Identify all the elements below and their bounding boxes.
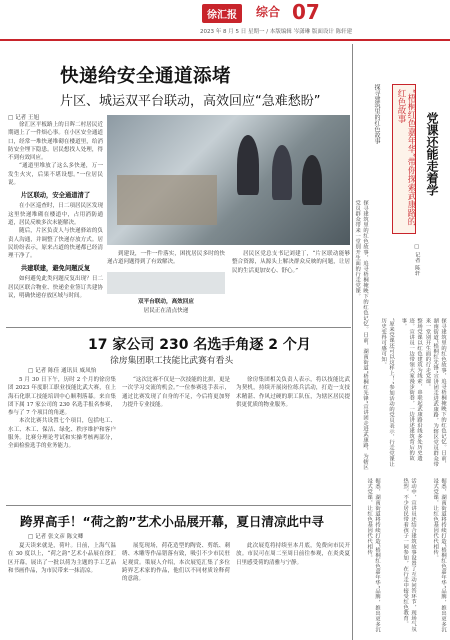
sidebar-column: 据悉，湖南街道将持续打造“梧桐红色嘉年华”品牌，推出更多沉浸式党课，让红色基因代代相传。 — [366, 478, 380, 633]
third-headline: 跨界高手！“荷之韵”艺术小品展开幕，夏日清凉此中寻 — [20, 514, 324, 529]
lead-para: “通道里堆放了这么多快递，万一发生火灾，后果不堪设想。”一位居民说。 — [8, 163, 103, 187]
section-divider — [6, 327, 351, 328]
second-para: “这次比赛不仅是一次技能的比拼，更是一次学习交流的机会。”一位参赛选手表示，通过比赛发现了自身的不足，今后将更加努力提升专业技能。 — [122, 377, 230, 408]
sidebar-column: 探寻建筑里的红色故事，追寻梧桐掩映下的红色记忆。日前，湖南街道“梧桐红先锋”宣讲团走进武康路，为辖区党员群众带来一堂别开生面的行走党课。 — [424, 318, 446, 467]
lead-photo — [107, 115, 350, 245]
sidebar-column: 据悉，湖南街道将持续打造“梧桐红色嘉年华”品牌，推出更多沉浸式党课，让红色基因代代相传。 — [432, 478, 446, 633]
second-byline: □ 记者 陈佳 通讯员 威凤怡 — [28, 368, 97, 374]
lead-para: 到建设，一件一件落实，困扰居民多时的快递占道问题得到了有效解决。 — [107, 251, 225, 266]
sidebar-column: “原来党课还可以这样上！”参加活动的党员表示，行走党课让历史变得可感可知。 — [380, 318, 394, 467]
second-col-3 — [236, 376, 350, 409]
lead-para: 居民区党总支书记刘建丁，“片区联动能够整合资源，从源头上解决群众反映的问题，让居民的生活更加安心、舒心。” — [232, 251, 350, 274]
lead-subhead: 片区联动，安全通道清了 — [20, 192, 91, 200]
second-headline: 17 家公司 230 名选手角逐 2 个月 — [88, 337, 311, 353]
masthead — [0, 0, 450, 42]
sidebar-column: 活动中，宣讲员还结合建筑故事设置了互动问答环节，现场气氛热烈。不少居民带着孩子一同参加，在行走中接受红色教育。 — [402, 478, 416, 632]
sidebar-box-text: “梧桐红色嘉年华”带你探索武康路的红色故事 — [396, 89, 416, 226]
sidebar-column: 整场党课以红色建筑为线索，串联起武康路沿线多处历史遗迹。宣讲员一边带领大家漫步街巷，一边讲述建筑背后的故事。 — [400, 318, 422, 461]
third-col-3 — [236, 542, 350, 640]
lead-photo-2 — [107, 272, 225, 294]
second-para: 徐房集团相关负责人表示，将以技能比武为契机，持续开展岗位练兵活动，打造一支技术精湛、作风过硬的职工队伍，为辖区居民提供更优质的物业服务。 — [236, 377, 350, 408]
second-para: 5 月 30 日下午，历时 2 个月的徐房集团 2023 年度职工职业技能比武大赛，在上海石化职工技能培训中心顺利落幕。来自集团下属 17 家公司的 230 名选手报名参赛，参与了 7 个项目的角逐。 — [8, 377, 116, 417]
sidebar-divider — [352, 44, 353, 640]
second-para: 本次比赛共设置七个项目，包括电工、水工、木工、保洁、绿化、秩序维护和客户服务。比赛分理论考试和实操考核两部分，全面检验选手的业务能力。 — [8, 418, 116, 450]
lead-col-1 — [8, 113, 103, 300]
page-number: 07 — [292, 0, 320, 24]
lead-col-3 — [232, 250, 350, 275]
lead-para: 如何避免此类问题反复出现？日二居民区联合物业、快递企业签订共建协议，明确快递存放区域与时间。 — [8, 276, 103, 300]
masthead-rule — [0, 39, 450, 41]
lead-headline: 快递给安全通道添堵 — [60, 66, 232, 87]
second-col-2 — [122, 376, 230, 409]
second-col-1 — [8, 376, 116, 451]
paper-name: 徐汇报 — [202, 4, 242, 23]
lead-subtitle: 片区、城运双平台联动，高效回应“急难愁盼” — [60, 94, 321, 109]
photo-subcaption: 居民正在清点快递 — [143, 308, 189, 314]
masthead-meta: 2023 年 8 月 5 日 星期一 / 本版编辑 岑潇琳 版面设计 陈轩建 — [200, 29, 353, 35]
second-subtitle: 徐房集团职工技能比武赛有看头 — [110, 356, 234, 366]
lead-subhead: 共建联建，避免问题反复 — [20, 265, 91, 273]
sidebar-header: 探寻建筑里的红色故事 — [373, 84, 380, 144]
sidebar-title: 党课还能走着学 — [425, 112, 439, 196]
lead-col-2 — [107, 250, 225, 267]
third-para: 展览现场，荷花造型的陶瓷、剪纸、刺绣、木雕等作品错落有致，吸引不少市民驻足观赏。策展人介绍，本次展览汇集了多位跨界艺术家的作品，他们以不同材质诠释荷的意韵。 — [122, 543, 230, 583]
section-name: 综合 — [256, 5, 281, 19]
lead-para: 随后，片区负责人与快递驿站的负责人沟通，并调整了快递存放方式。居民纷纷表示，原来占道的快递都已经清理干净了。 — [8, 228, 103, 260]
third-para: 夏天读来就是，荷叶。日前，上海气温在 30 度以上，“荷之韵”艺术小品展在徐汇区开幕，展出了一批以荷为主题的手工艺品和书画作品，为市民带来一抹清凉。 — [8, 543, 116, 574]
third-byline: □ 记者 张文彦 陈文卿 — [28, 534, 84, 540]
lead-para: 在小区巡查时，日二项居民区发现这里快递堆砌在楼道中，占用消防通道，居民反映多次未能解决。 — [8, 203, 103, 226]
section-divider — [6, 505, 351, 506]
third-col-2 — [122, 542, 230, 640]
photo-caption: 双平台联动，高效回应 — [138, 299, 194, 305]
sidebar-highlight-box — [392, 84, 416, 234]
third-col-1 — [8, 542, 116, 640]
sidebar-column: 探寻建筑里的红色故事，追寻梧桐掩映下的红色记忆。日前，湖南街道“梧桐红先锋”宣讲团走进武康路，为辖区党员群众带来一堂别开生面的行走党课。 — [354, 200, 368, 470]
lead-para: 徐汇区平板路上的日晖二村居民近期遇上了一件烦心事。在小区安全通道口，经常一堆快递堆砌在楼道里，给消防安全埋下隐患。居民想找人处理，得不到有效回应。 — [8, 122, 103, 162]
sidebar-byline: □ 记者 陈轩 — [413, 244, 420, 276]
third-para: 此次展览将持续至本月底，免费向市民开放。市民可在周二至周日前往参观，在炎炎夏日里感受荷的清雅与宁静。 — [236, 543, 350, 566]
lead-byline: □ 记者 王旭 — [8, 115, 40, 121]
